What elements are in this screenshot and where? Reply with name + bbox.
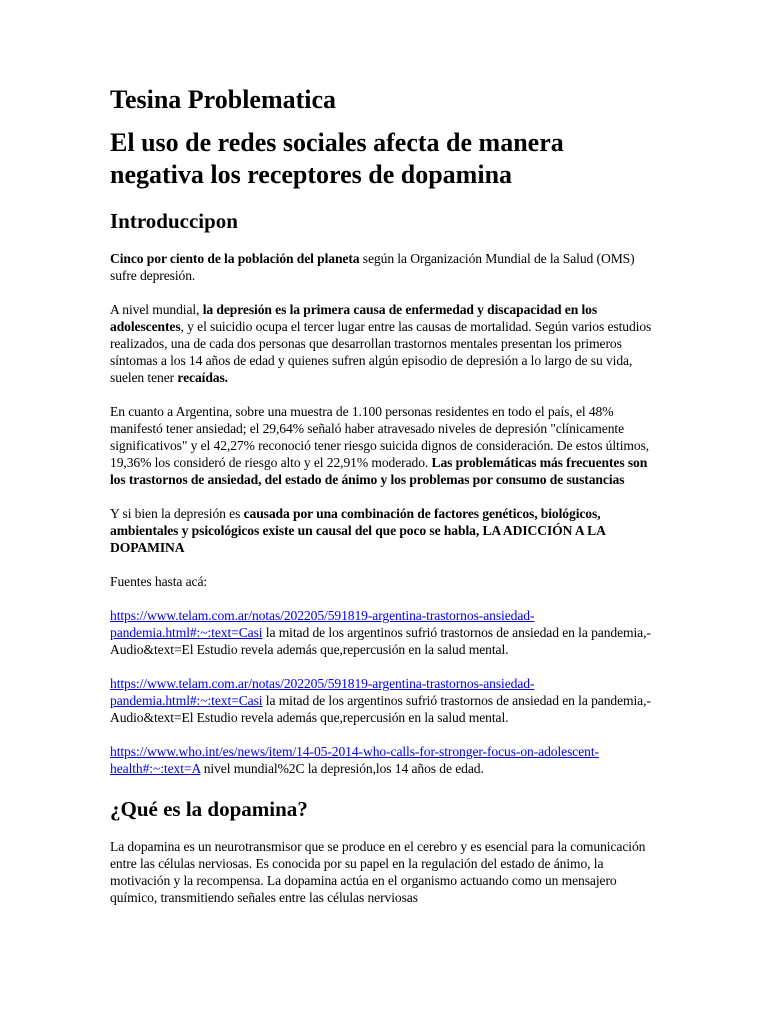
source-item: [110, 743, 658, 777]
source-link[interactable]: https://www.telam.com.ar/notas/202205/591819-argentina-trastornos-ansiedad-pandemia.html#:~:text=Casi: [110, 608, 535, 640]
source-item: [110, 675, 658, 726]
body-text: según la Organización Mundial de la Salud (OMS) sufre depresión.: [110, 251, 635, 283]
body-text: En cuanto a Argentina, sobre una muestra de 1.100 personas residentes en todo el país, el 48% manifestó tener ansiedad; el 29,64% señaló haber atravesado niveles de depresión "clínicamente significativos" y el 42,27% reconoció tener riesgo suicida dignos de consideración. De estos últimos, 19,36% los consideró de riesgo alto y el 22,91% moderado.: [110, 404, 650, 470]
body-text: , y el suicidio ocupa el tercer lugar entre las causas de mortalidad. Según varios estudios realizados, una de cada dos personas que desarrollan trastornos mentales presentan los primeros síntomas a los 14 años de edad y quienes sufren algún episodio de depresión a lo largo de su vida, suelen tener: [110, 319, 652, 385]
paragraph-1: [110, 250, 658, 284]
source-link[interactable]: https://www.telam.com.ar/notas/202205/591819-argentina-trastornos-ansiedad-pandemia.html#:~:text=Casi: [110, 676, 535, 708]
document-subtitle: El uso de redes sociales afecta de manera negativa los receptores de dopamina: [110, 128, 564, 189]
bold-text: causada por una combinación de factores genéticos, biológicos, ambientales y psicológicos existe un causal del que poco se habla, LA ADICCIÓN A LA DOPAMINA: [110, 506, 606, 555]
source-item: [110, 607, 658, 658]
source-text: nivel mundial%2C la depresión,los 14 años de edad.: [200, 761, 484, 776]
document-page: [110, 84, 658, 923]
intro-heading: Introduccipon: [110, 209, 238, 233]
dopamine-heading: ¿Qué es la dopamina?: [110, 797, 308, 821]
bold-text: Cinco por ciento de la población del planeta: [110, 251, 360, 266]
paragraph-2: [110, 301, 658, 386]
body-text: A nivel mundial,: [110, 302, 203, 317]
source-text: la mitad de los argentinos sufrió trastornos de ansiedad en la pandemia,-Audio&text=El Estudio revela además que,repercusión en la salud mental.: [110, 625, 651, 657]
bold-text: recaídas.: [177, 370, 228, 385]
paragraph-4: [110, 505, 658, 556]
source-text: la mitad de los argentinos sufrió trastornos de ansiedad en la pandemia,-Audio&text=El Estudio revela además que,repercusión en la salud mental.: [110, 693, 651, 725]
paragraph-3: [110, 403, 658, 488]
document-title: Tesina Problematica: [110, 85, 337, 114]
bold-text: Las problemáticas más frecuentes son los trastornos de ansiedad, del estado de ánimo y los problemas por consumo de sustancias: [110, 455, 648, 487]
paragraph-5: La dopamina es un neurotransmisor que se produce en el cerebro y es esencial para la comunicación entre las células nerviosas. Es conocida por su papel en la regulación del estado de ánimo, la motivación y la recompensa. La dopamina actúa en el organismo actuando como un mensajero químico, transmitiendo señales entre las células nerviosas: [110, 839, 646, 905]
sources-label: Fuentes hasta acá:: [110, 574, 208, 589]
source-link[interactable]: https://www.who.int/es/news/item/14-05-2014-who-calls-for-stronger-focus-on-adolescent-health#:~:text=A: [110, 744, 599, 776]
body-text: Y si bien la depresión es: [110, 506, 244, 521]
bold-text: la depresión es la primera causa de enfermedad y discapacidad en los adolescentes: [110, 302, 598, 334]
